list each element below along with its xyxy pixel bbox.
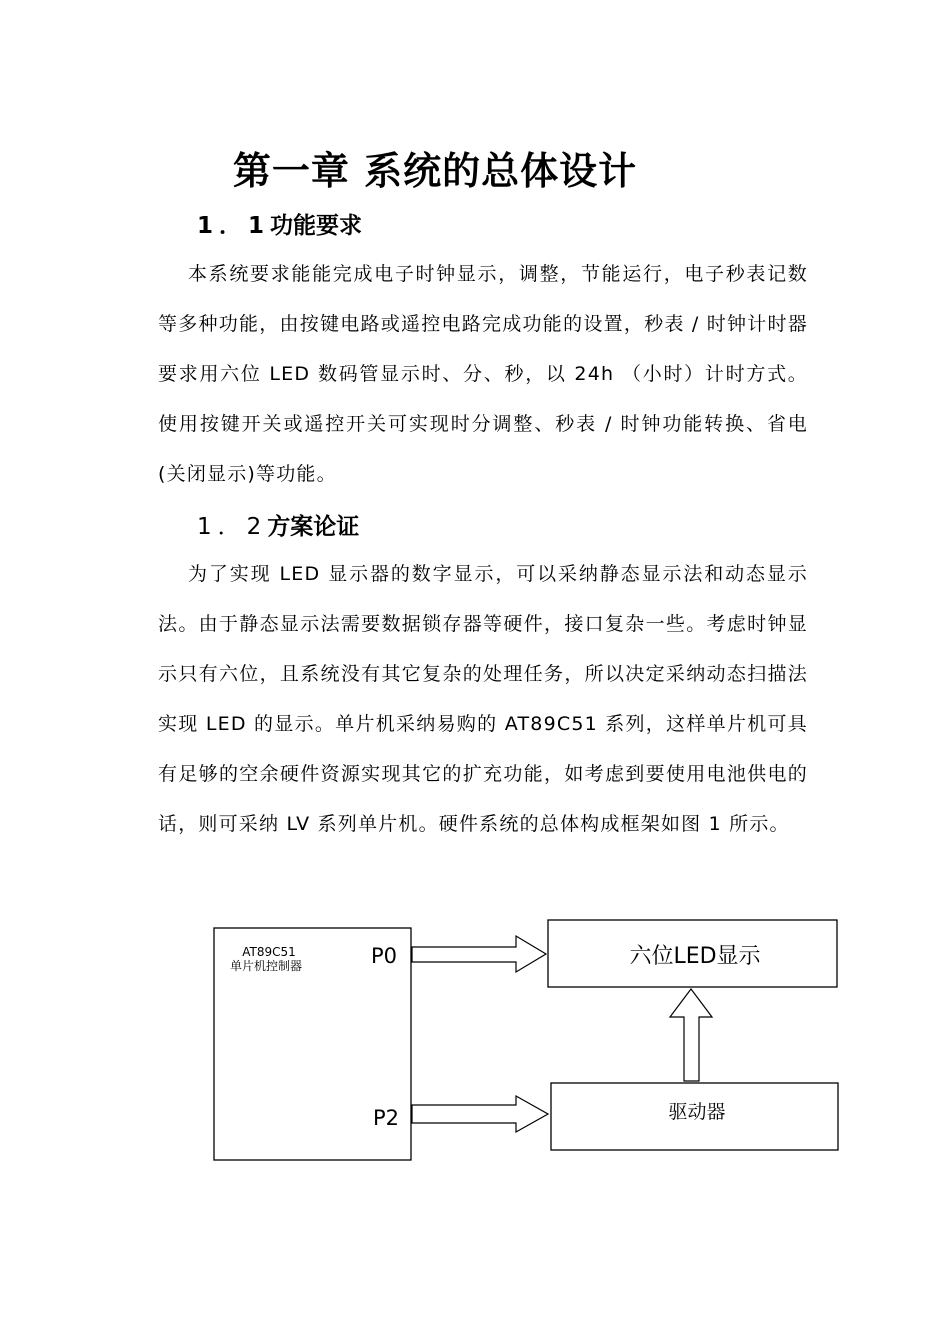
arrow-driver-to-display — [670, 989, 712, 1081]
port-p0-label: P0 — [371, 944, 398, 968]
section-number: 1．2 — [197, 514, 268, 540]
section-title-text: 方案论证 — [267, 514, 360, 540]
display-label: 六位LED显示 — [629, 944, 761, 969]
paragraph-function-requirements: 本系统要求能能完成电子时钟显示，调整，节能运行，电子秒表记数等多种功能，由按键电路或遥控电路完成功能的设置，秒表 / 时钟计时器要求用六位 LED 数码管显示时、分、秒，以 24h （小时）计时方式。使用按键开关或遥控开关可实现时分调整、秒表 / 时钟功能转换、省电(关闭显示)等功能。 — [158, 263, 808, 485]
arrow-p2-to-driver — [412, 1096, 548, 1132]
mcu-model-label: AT89C51 — [242, 945, 296, 959]
arrow-p0-to-display — [412, 936, 546, 972]
paragraph-scheme-demonstration: 为了实现 LED 显示器的数字显示，可以采纳静态显示法和动态显示法。由于静态显示法需要数据锁存器等硬件，接口复杂一些。考虑时钟显示只有六位，且系统没有其它复杂的处理任务，所以决定采纳动态扫描法实现 LED 的显示。单片机采纳易购的 AT89C51 系列，这样单片机可具有足够的空余硬件资源实现其它的扩充功能，如考虑到要使用电池供电的话，则可采纳 LV 系列单片机。硬件系统的总体构成框架如图 1 所示。 — [158, 563, 808, 835]
mcu-name-label: 单片机控制器 — [229, 959, 303, 973]
chapter-title: 第一章 系统的总体设计 — [232, 149, 638, 193]
section-title-text: 功能要求 — [270, 213, 363, 239]
port-p2-label: P2 — [373, 1106, 400, 1130]
driver-label: 驱动器 — [668, 1101, 726, 1123]
section-number: 1．1 — [197, 213, 271, 239]
